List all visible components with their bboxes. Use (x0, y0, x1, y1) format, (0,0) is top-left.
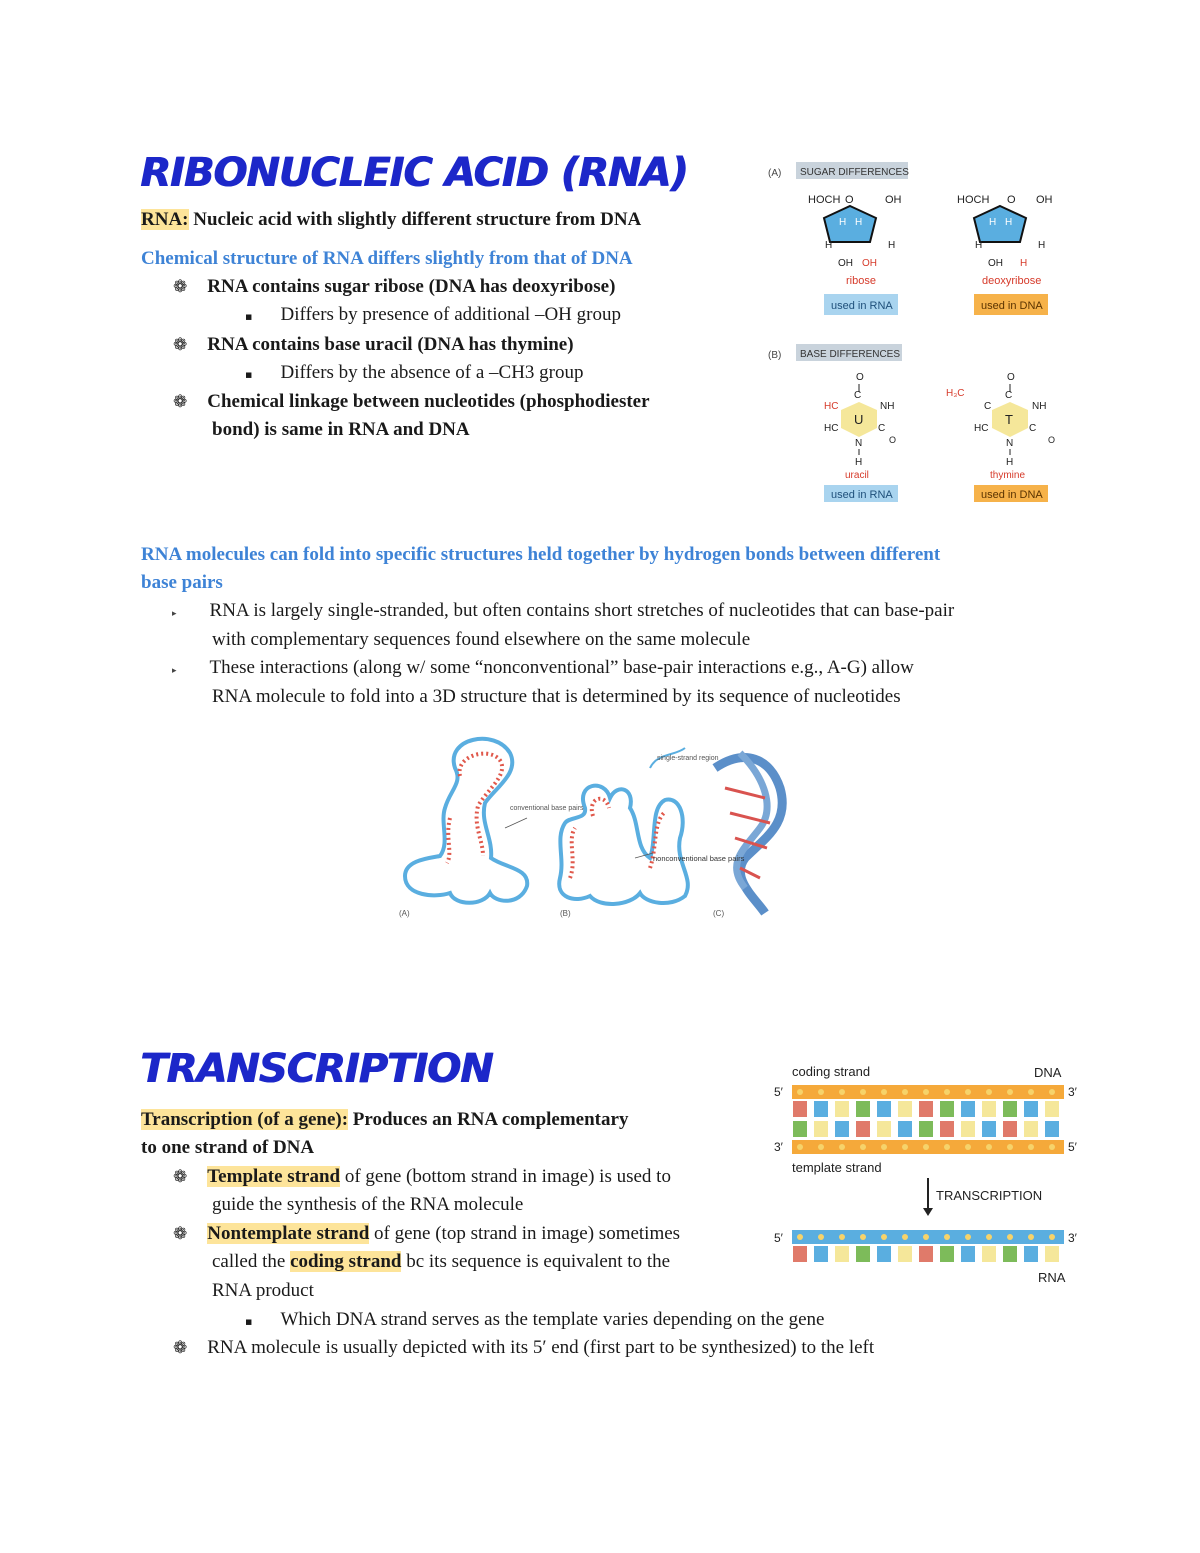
coding-base (835, 1101, 849, 1117)
template-base (814, 1121, 828, 1137)
svg-text:C: C (854, 390, 862, 401)
phosphate-dot (839, 1089, 845, 1095)
triangle-bullet-icon: ▸ (172, 666, 177, 676)
uracil-structure (824, 372, 898, 502)
fold-bullet-1-line2: with complementary sequences found elsewhere on the same molecule (212, 629, 751, 650)
phosphate-dot (839, 1234, 845, 1240)
template-strand-term: Template strand (207, 1166, 341, 1187)
svg-text:H: H (855, 217, 863, 228)
rna-base (919, 1246, 933, 1262)
coding-base (961, 1101, 975, 1117)
deoxyribose-structure (957, 194, 1053, 315)
rna-base (856, 1246, 870, 1262)
fold-bullet-2-line2: RNA molecule to fold into a 3D structure that is determined by its sequence of nucleotides (212, 686, 901, 707)
template-base (856, 1121, 870, 1137)
coding-base (877, 1101, 891, 1117)
svg-text:5′: 5′ (774, 1085, 783, 1099)
phosphate-dot (1007, 1089, 1013, 1095)
coding-base (919, 1101, 933, 1117)
nontemplate-strand-line3: RNA product (212, 1280, 314, 1301)
template-base (982, 1121, 996, 1137)
thymine-letter: T (1005, 412, 1013, 427)
svg-text:N: N (1006, 438, 1014, 449)
bullet-linkage-text-2: bond) is same in RNA and DNA (212, 419, 470, 440)
template-base (1024, 1121, 1038, 1137)
svg-text:O: O (1007, 372, 1015, 383)
rna-base (982, 1246, 996, 1262)
atom-bullet-icon: ❁ (173, 1167, 188, 1187)
uracil-label: uracil (845, 470, 869, 481)
base-differences-label: BASE DIFFERENCES (800, 349, 901, 360)
fold-bullet-2 (172, 654, 914, 685)
svg-text:O: O (1007, 194, 1016, 206)
svg-text:HOCH: HOCH (808, 194, 841, 206)
bullet-template-strand (173, 1163, 671, 1191)
rna-base (877, 1246, 891, 1262)
coding-base (898, 1101, 912, 1117)
square-bullet-icon: ▪ (245, 368, 253, 381)
svg-text:C: C (878, 423, 886, 434)
nontemplate-strand-text: of gene (top strand in image) sometimes (369, 1223, 681, 1244)
template-base (1045, 1121, 1059, 1137)
phosphate-dot (797, 1234, 803, 1240)
section-title-transcription: TRANSCRIPTION (140, 1046, 493, 1092)
coding-base (982, 1101, 996, 1117)
nontemplate-strand-line2: called the coding strand bc its sequence is equivalent to the (212, 1251, 671, 1272)
deoxyribose-label: deoxyribose (982, 275, 1042, 287)
sub-bullet-oh (245, 301, 621, 331)
phosphate-dot (923, 1234, 929, 1240)
phosphate-dot (818, 1234, 824, 1240)
ribose-label: ribose (846, 275, 876, 287)
rna-3d-structure (715, 753, 782, 913)
sub-bullet-oh-text: Differs by presence of additional –OH group (280, 304, 621, 325)
phosphate-dot (965, 1144, 971, 1150)
template-base (1003, 1121, 1017, 1137)
phosphate-dot (1028, 1089, 1034, 1095)
svg-text:H: H (1020, 258, 1028, 269)
svg-text:H: H (975, 240, 983, 251)
uracil-letter: U (854, 412, 864, 427)
bullet-linkage-text-1: Chemical linkage between nucleotides (phosphodiester (207, 391, 650, 412)
svg-text:3′: 3′ (1068, 1085, 1077, 1099)
svg-text:H₃C: H₃C (946, 388, 965, 399)
rna-base (940, 1246, 954, 1262)
svg-text:HC: HC (824, 401, 839, 412)
dna-base-pairs (793, 1101, 1059, 1137)
svg-text:C: C (1029, 423, 1037, 434)
phosphate-dot (923, 1144, 929, 1150)
phosphate-dot (1007, 1234, 1013, 1240)
transcription-definition-term: Transcription (of a gene): (141, 1109, 349, 1130)
phosphate-dot (860, 1234, 866, 1240)
bullet-nontemplate-strand (173, 1220, 680, 1248)
phosphate-dot (986, 1144, 992, 1150)
phosphate-dot (1049, 1144, 1055, 1150)
phosphate-dot (902, 1089, 908, 1095)
phosphate-dot (944, 1234, 950, 1240)
chemical-structure-subheading: Chemical structure of RNA differs slightly from that of DNA (141, 248, 633, 269)
sugar-differences-panel (768, 162, 1053, 315)
svg-text:H: H (855, 457, 863, 468)
atom-bullet-icon: ❁ (173, 1224, 188, 1244)
fold-bullet-1 (172, 597, 954, 628)
transcription-definition-text: Produces an RNA complementary (348, 1109, 629, 1130)
phosphate-dot (965, 1234, 971, 1240)
panel-a-letter: (A) (768, 168, 782, 179)
phosphate-dot (923, 1089, 929, 1095)
svg-text:C: C (984, 401, 992, 412)
phosphate-dot (1028, 1144, 1034, 1150)
svg-text:used in RNA: used in RNA (831, 300, 893, 312)
phosphate-dot (986, 1089, 992, 1095)
sub-bullet-ch3-text: Differs by the absence of a –CH3 group (280, 362, 584, 383)
svg-text:OH: OH (838, 258, 853, 269)
rna-base (898, 1246, 912, 1262)
svg-text:3′: 3′ (1068, 1231, 1077, 1245)
template-base (835, 1121, 849, 1137)
svg-text:H: H (989, 217, 997, 228)
svg-text:used in DNA: used in DNA (981, 489, 1043, 501)
svg-text:HC: HC (824, 423, 839, 434)
svg-text:O: O (1048, 435, 1056, 445)
rna-base (793, 1246, 807, 1262)
phosphate-dot (881, 1144, 887, 1150)
svg-text:used in DNA: used in DNA (981, 300, 1043, 312)
phosphate-dot (797, 1144, 803, 1150)
template-base (877, 1121, 891, 1137)
panel-b-letter: (B) (768, 350, 782, 361)
coding-base (814, 1101, 828, 1117)
template-base (961, 1121, 975, 1137)
rna-label: RNA (1038, 1270, 1066, 1285)
bullet-ribose (173, 273, 615, 301)
bullet-uracil-text: RNA contains base uracil (DNA has thymine) (207, 334, 574, 355)
template-base (919, 1121, 933, 1137)
fold-panel-c: (C) (713, 909, 725, 918)
svg-text:O: O (889, 435, 897, 445)
coding-strand-label: coding strand (792, 1064, 871, 1079)
svg-text:H: H (1005, 217, 1013, 228)
svg-text:5′: 5′ (1068, 1140, 1077, 1154)
transcription-definition-line2: to one strand of DNA (141, 1137, 315, 1158)
svg-text:OH: OH (885, 194, 902, 206)
rna-definition-term: RNA: (141, 209, 189, 230)
atom-bullet-icon: ❁ (173, 392, 188, 412)
transcription-label: TRANSCRIPTION (936, 1188, 1043, 1203)
phosphate-dot (881, 1089, 887, 1095)
svg-text:H: H (825, 240, 833, 251)
phosphate-dot (1028, 1234, 1034, 1240)
svg-text:H: H (1006, 457, 1014, 468)
fold-subheading-line1: RNA molecules can fold into specific structures held together by hydrogen bonds between different (141, 544, 941, 565)
svg-text:HC: HC (974, 423, 989, 434)
phosphate-dot (797, 1089, 803, 1095)
phosphate-dot (818, 1144, 824, 1150)
template-base (793, 1121, 807, 1137)
rna-definition-text: Nucleic acid with slightly different structure from DNA (188, 209, 642, 230)
phosphate-dot (944, 1144, 950, 1150)
rna-base (1045, 1246, 1059, 1262)
svg-text:OH: OH (1036, 194, 1053, 206)
folded-rna-a (405, 739, 527, 903)
coding-strand-term: coding strand (290, 1251, 402, 1272)
square-bullet-icon: ▪ (245, 1315, 253, 1328)
phosphate-dot (902, 1234, 908, 1240)
bullet-linkage (173, 388, 650, 416)
coding-base (1024, 1101, 1038, 1117)
rna-base (1003, 1246, 1017, 1262)
rna-base (835, 1246, 849, 1262)
phosphate-dot (1049, 1234, 1055, 1240)
thymine-structure (946, 372, 1055, 502)
conventional-pairs-label: conventional base pairs (510, 805, 584, 812)
svg-text:H: H (888, 240, 896, 251)
coding-base (856, 1101, 870, 1117)
svg-text:HOCH: HOCH (957, 194, 990, 206)
bullet-uracil (173, 331, 574, 359)
sub-bullet-template-varies: ▪ Which DNA strand serves as the template varies depending on the gene (245, 1309, 825, 1330)
phosphate-dot (965, 1089, 971, 1095)
fold-panel-b: (B) (560, 909, 571, 918)
transcription-figure (770, 1060, 1090, 1290)
svg-text:NH: NH (1032, 401, 1047, 412)
phosphate-dot (1007, 1144, 1013, 1150)
nonconventional-pairs-label: nonconventional base pairs (653, 854, 745, 863)
svg-text:OH: OH (988, 258, 1003, 269)
phosphate-dot (902, 1144, 908, 1150)
fold-bullet-2-text: These interactions (along w/ some “nonconventional” base-pair interactions e.g., A-G) allow (209, 657, 914, 678)
svg-text:OH: OH (862, 258, 877, 269)
sugar-differences-label: SUGAR DIFFERENCES (800, 167, 909, 178)
coding-base (1003, 1101, 1017, 1117)
atom-bullet-icon: ❁ (173, 335, 188, 355)
svg-text:3′: 3′ (774, 1140, 783, 1154)
dna-label: DNA (1034, 1065, 1062, 1080)
transcription-definition (141, 1106, 628, 1134)
phosphate-dot (860, 1144, 866, 1150)
single-strand-label: single-strand region (657, 755, 719, 762)
bullet-5prime-end: ❁ RNA molecule is usually depicted with its 5′ end (first part to be synthesized) to the left (173, 1337, 875, 1358)
fold-panel-a: (A) (399, 909, 410, 918)
coding-base (940, 1101, 954, 1117)
template-strand-line2: guide the synthesis of the RNA molecule (212, 1194, 524, 1215)
thymine-label: thymine (990, 470, 1026, 481)
svg-text:O: O (845, 194, 854, 206)
square-bullet-icon: ▪ (245, 310, 253, 323)
svg-text:H: H (1038, 240, 1046, 251)
coding-base (793, 1101, 807, 1117)
coding-base (1045, 1101, 1059, 1117)
rna-folding-figure (395, 728, 805, 920)
ribose-structure (808, 194, 902, 315)
rna-base (961, 1246, 975, 1262)
svg-text:H: H (839, 217, 847, 228)
triangle-bullet-icon: ▸ (172, 609, 177, 619)
template-strand-text: of gene (bottom strand in image) is used to (340, 1166, 671, 1187)
atom-bullet-icon: ❁ (173, 1338, 188, 1358)
rna-bases (793, 1246, 1059, 1262)
section-title-rna: RIBONUCLEIC ACID (RNA) (140, 150, 688, 196)
svg-text:O: O (856, 372, 864, 383)
template-strand-label: template strand (792, 1160, 882, 1175)
svg-text:NH: NH (880, 401, 895, 412)
svg-text:C: C (1005, 390, 1013, 401)
phosphate-dot (860, 1089, 866, 1095)
rna-base (814, 1246, 828, 1262)
svg-text:5′: 5′ (774, 1231, 783, 1245)
atom-bullet-icon: ❁ (173, 277, 188, 297)
phosphate-dot (839, 1144, 845, 1150)
base-differences-panel (768, 344, 1055, 502)
template-base (898, 1121, 912, 1137)
fold-bullet-1-text: RNA is largely single-stranded, but often contains short stretches of nucleotides that can base-pair (209, 600, 955, 621)
rna-base (1024, 1246, 1038, 1262)
phosphate-dot (818, 1089, 824, 1095)
folded-rna-b (559, 786, 688, 904)
rna-definition (141, 206, 641, 234)
phosphate-dot (986, 1234, 992, 1240)
phosphate-dot (1049, 1089, 1055, 1095)
fold-subheading-line2: base pairs (141, 572, 223, 593)
bullet-ribose-text: RNA contains sugar ribose (DNA has deoxyribose) (207, 276, 616, 297)
nontemplate-strand-term: Nontemplate strand (207, 1223, 370, 1244)
svg-text:N: N (855, 438, 863, 449)
phosphate-dot (881, 1234, 887, 1240)
svg-text:used in RNA: used in RNA (831, 489, 893, 501)
template-base (940, 1121, 954, 1137)
sugar-base-differences-figure (762, 158, 1062, 508)
phosphate-dot (944, 1089, 950, 1095)
sub-bullet-ch3 (245, 359, 584, 389)
